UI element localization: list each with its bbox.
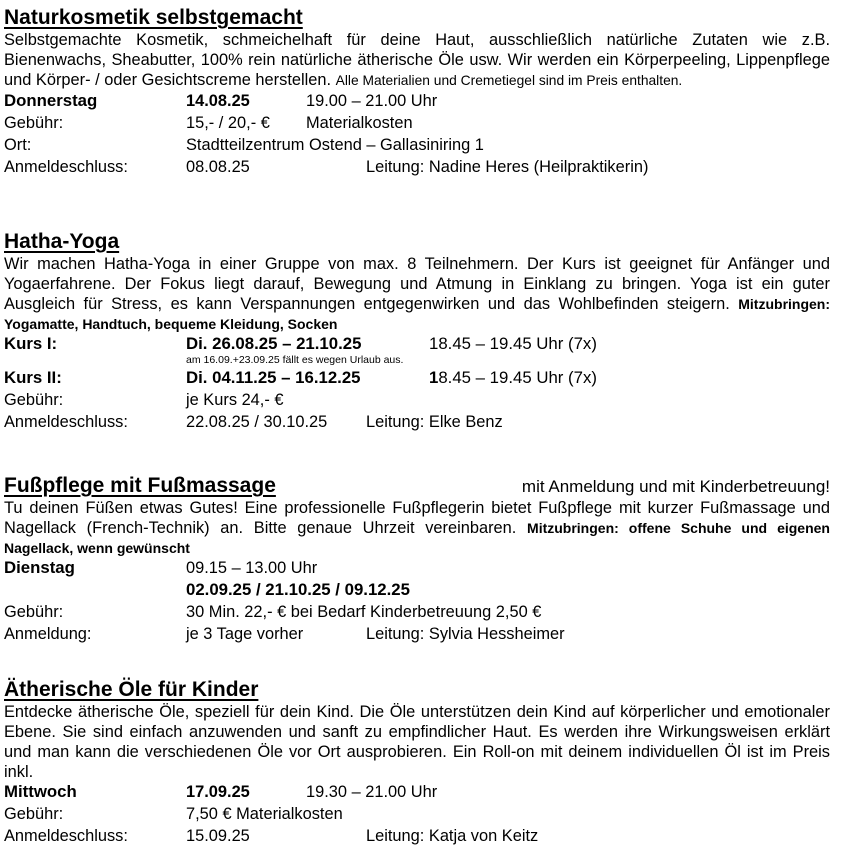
fee-label: Gebühr: xyxy=(4,114,64,132)
deadline-label: Anmeldeschluss: xyxy=(4,827,128,845)
course-title: Ätherische Öle für Kinder xyxy=(4,678,259,701)
deadline-label: Anmeldeschluss: xyxy=(4,158,128,176)
course-leader: Leitung: Katja von Keitz xyxy=(366,827,539,845)
fee-value: 7,50 € Materialkosten xyxy=(186,805,343,823)
course-date: 17.09.25 xyxy=(186,783,250,801)
schedule-row xyxy=(4,782,830,804)
course-time: 19.00 – 21.00 Uhr xyxy=(306,92,438,110)
place-value: Stadtteilzentrum Ostend – Gallasiniring 1 xyxy=(186,136,484,154)
course-1-row xyxy=(4,334,830,356)
course-title: Hatha-Yoga xyxy=(4,230,120,253)
course-description xyxy=(4,30,830,91)
fee-label: Gebühr: xyxy=(4,805,64,823)
fee-label: Gebühr: xyxy=(4,603,64,621)
course-naturkosmetik xyxy=(4,6,830,179)
place-label: Ort: xyxy=(4,136,32,154)
course-2-row xyxy=(4,368,830,390)
day-label: Mittwoch xyxy=(4,782,77,801)
description-main: Wir machen Hatha-Yoga in einer Gruppe von max. 8 Teilnehmern. Der Kurs ist geeignet für Anfänger und Yogaerfahrene. Der Fokus liegt darauf, Bewegung und Atmung in Einklang zu bringen. Yoga ist ein guter Ausgleich für Stress, es kann Verspannungen entgegenwirken und das Wohlbefinden steigern. xyxy=(4,255,830,313)
registration-label: Anmeldung: xyxy=(4,625,92,643)
cancellation-note: am 16.09.+23.09.25 fällt es wegen Urlaub aus. xyxy=(186,354,404,366)
course-title: Fußpflege mit Fußmassage xyxy=(4,474,276,497)
course-time: 19.30 – 21.00 Uhr xyxy=(306,783,438,801)
registration-note: mit Anmeldung und mit Kinderbetreuung! xyxy=(521,477,830,496)
course-time: 09.15 – 13.00 Uhr xyxy=(186,559,318,577)
fee-value: 15,- / 20,- € xyxy=(186,114,270,132)
day-label: Dienstag xyxy=(4,558,75,577)
course-description: Entdecke ätherische Öle, speziell für dein Kind. Die Öle unterstützen dein Kind auf körperlicher und emotionaler Ebene. Sie sind einfach anzuwenden und sanft zu empfindlicher Haut. Es werden ihre Wirkungsweisen erklärt und man kann die verschiedenen Öle vor Ort ausprobieren. Ein Roll-on mit deinem individuellen Öl ist im Preis inkl. xyxy=(4,703,830,781)
course-2-dates: Di. 04.11.25 – 16.12.25 xyxy=(186,368,361,387)
course-title: Naturkosmetik selbstgemacht xyxy=(4,6,303,29)
deadline-value: 15.09.25 xyxy=(186,827,250,845)
day-label: Donnerstag xyxy=(4,91,98,110)
dates-row xyxy=(4,580,830,602)
schedule-row xyxy=(4,91,830,113)
registration-row xyxy=(4,624,830,646)
fee-row xyxy=(4,390,830,412)
course-leader: Leitung: Sylvia Hessheimer xyxy=(366,625,565,643)
course-2-label: Kurs II: xyxy=(4,368,62,387)
deadline-value: 08.08.25 xyxy=(186,158,250,176)
course-1-label: Kurs I: xyxy=(4,334,58,353)
course-2-time-rest: 8.45 – 19.45 Uhr (7x) xyxy=(438,368,597,387)
course-leader: Leitung: Nadine Heres (Heilpraktikerin) xyxy=(366,158,649,176)
course-description xyxy=(4,254,830,334)
course-1-time: 18.45 – 19.45 Uhr (7x) xyxy=(429,334,597,353)
deadline-row xyxy=(4,157,830,179)
registration-value: je 3 Tage vorher xyxy=(186,625,304,643)
course-fusspflege xyxy=(4,474,830,646)
course-1-dates: Di. 26.08.25 – 21.10.25 xyxy=(186,334,362,353)
course-2-time xyxy=(429,368,597,388)
description-main: Tu deinen Füßen etwas Gutes! Eine professionelle Fußpflegerin bietet Fußpflege mit kurzer Fußmassage und Nagellack (French-Technik) an. Bitte genaue Uhrzeit vereinbaren. xyxy=(4,499,830,537)
deadline-label: Anmeldeschluss: xyxy=(4,413,128,431)
title-row xyxy=(4,474,830,498)
deadline-value: 22.08.25 / 30.10.25 xyxy=(186,413,328,431)
cancellation-note-row xyxy=(4,356,830,368)
fee-row xyxy=(4,113,830,135)
fee-value: je Kurs 24,- € xyxy=(186,391,284,409)
bring-along: Mitzubringen: offene Schuhe und eigenen Nagellack, wenn gewünscht xyxy=(4,520,830,556)
course-leader: Leitung: Elke Benz xyxy=(366,413,503,431)
schedule-row xyxy=(4,558,830,580)
course-dates: 02.09.25 / 21.10.25 / 09.12.25 xyxy=(186,580,410,599)
course-description xyxy=(4,498,830,558)
fee-extra: Materialkosten xyxy=(306,114,413,132)
course-aetherische-oele xyxy=(4,678,830,848)
description-main: Selbstgemachte Kosmetik, schmeichelhaft für deine Haut, ausschließlich natürliche Zutaten wie z.B. Bienenwachs, Sheabutter, 100% rein natürliche ätherische Öle usw. Wir werden ein Körperpeeling, Lippenpflege und Körper- / oder Gesichtscreme herstellen. xyxy=(4,31,830,89)
deadline-row xyxy=(4,412,830,434)
course-hatha-yoga xyxy=(4,230,830,434)
description-note: Alle Materialien und Cremetiegel sind im Preis enthalten. xyxy=(335,73,683,88)
fee-row xyxy=(4,804,830,826)
course-date: 14.08.25 xyxy=(186,92,250,110)
place-row xyxy=(4,135,830,157)
deadline-row xyxy=(4,826,830,848)
fee-value: 30 Min. 22,- € bei Bedarf Kinderbetreuung 2,50 € xyxy=(186,603,542,621)
fee-label: Gebühr: xyxy=(4,391,64,409)
course-2-time-bold: 1 xyxy=(429,368,439,387)
bring-along: Mitzubringen: Yogamatte, Handtuch, bequeme Kleidung, Socken xyxy=(4,296,831,332)
fee-row xyxy=(4,602,830,624)
